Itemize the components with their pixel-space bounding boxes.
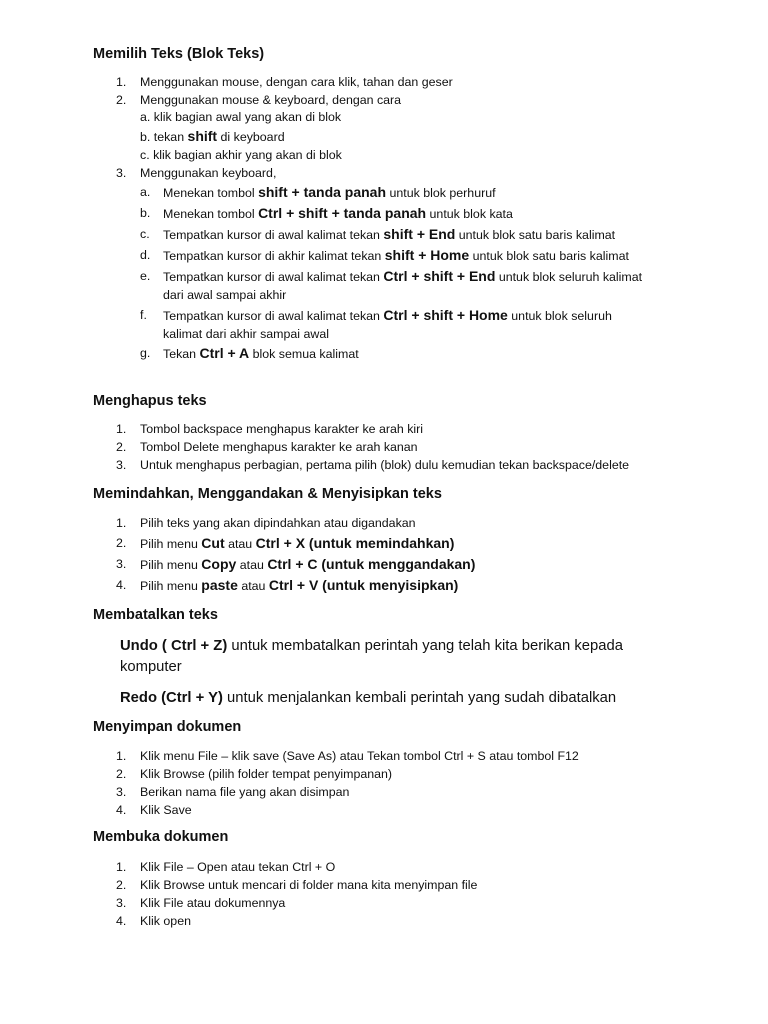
list-number: 2.: [116, 878, 127, 892]
text-run: Tempatkan kursor di awal kalimat tekan: [163, 309, 384, 323]
bold-text: Redo (Ctrl + Y): [120, 690, 223, 706]
text-run: komputer: [120, 659, 182, 675]
text-run: blok semua kalimat: [249, 347, 359, 361]
text-run: untuk blok kata: [426, 207, 513, 221]
list-number: 3.: [116, 458, 127, 472]
list-item: [140, 766, 392, 782]
text-run: Tempatkan kursor di akhir kalimat tekan: [163, 249, 385, 263]
list-item: [140, 439, 418, 455]
list-item: [140, 895, 285, 911]
paragraph-line: [120, 636, 623, 656]
sub-list-item: [140, 109, 341, 125]
section-heading: Menghapus teks: [93, 393, 207, 409]
sub-list-item: [163, 184, 496, 201]
list-number: 3.: [116, 166, 127, 180]
sub-list-item: [140, 147, 342, 163]
sub-list-item: [163, 247, 629, 264]
sub-list-item-continuation: kalimat dari akhir sampai awal: [163, 327, 329, 341]
text-run: Menggunakan keyboard,: [140, 166, 277, 180]
text-run: atau: [236, 558, 268, 572]
paragraph-line: [120, 688, 616, 708]
bold-text: shift + End: [383, 226, 456, 242]
text-run: b. tekan: [140, 130, 188, 144]
list-item: [140, 577, 458, 594]
section-heading: Membuka dokumen: [93, 829, 229, 845]
text-run: Pilih teks yang akan dipindahkan atau digandakan: [140, 516, 416, 530]
sub-list-marker: a.: [140, 185, 151, 199]
text-run: Untuk menghapus perbagian, pertama pilih (blok) dulu kemudian tekan backspace/delete: [140, 458, 630, 472]
sub-list-item: [163, 307, 612, 324]
list-item: [140, 74, 453, 90]
list-number: 2.: [116, 767, 127, 781]
list-number: 3.: [116, 896, 127, 910]
text-run: untuk blok seluruh kalimat: [495, 270, 643, 284]
bold-text: Ctrl + shift + End: [383, 268, 496, 284]
list-number: 3.: [116, 557, 127, 571]
list-item: [140, 421, 423, 437]
sub-list-marker: e.: [140, 269, 151, 283]
sub-list-item: [140, 128, 285, 145]
list-item: [140, 802, 192, 818]
text-run: untuk blok satu baris kalimat: [469, 249, 629, 263]
sub-list-item: [163, 345, 359, 362]
sub-list-marker: g.: [140, 346, 151, 360]
bold-text: Ctrl + X (untuk memindahkan): [255, 535, 455, 551]
text-run: Tekan: [163, 347, 200, 361]
text-run: Tombol Delete menghapus karakter ke arah kanan: [140, 440, 418, 454]
section-heading: Membatalkan teks: [93, 607, 218, 623]
bold-text: Ctrl + A: [199, 345, 250, 361]
list-number: 4.: [116, 914, 127, 928]
text-run: Tempatkan kursor di awal kalimat tekan: [163, 228, 384, 242]
list-item: [140, 457, 629, 473]
list-item: [140, 165, 276, 181]
text-run: Pilih menu: [140, 579, 202, 593]
text-run: Klik Browse (pilih folder tempat penyimpanan): [140, 767, 393, 781]
text-run: Klik open: [140, 914, 191, 928]
list-number: 2.: [116, 536, 127, 550]
list-item: [140, 877, 477, 893]
sub-list-marker: c.: [140, 227, 150, 241]
bold-text: shift + Home: [384, 247, 470, 263]
section-heading: Memilih Teks (Blok Teks): [93, 46, 265, 62]
list-number: 1.: [116, 516, 127, 530]
sub-list-item: [163, 205, 513, 222]
text-run: atau: [237, 579, 269, 593]
list-item: [140, 859, 335, 875]
bold-text: shift + tanda panah: [258, 184, 387, 200]
bold-text: paste: [201, 577, 238, 593]
list-number: 2.: [116, 440, 127, 454]
bold-text: Copy: [201, 556, 237, 572]
text-run: Menggunakan mouse & keyboard, dengan cara: [140, 93, 402, 107]
text-run: a. klik bagian awal yang akan di blok: [140, 110, 342, 124]
sub-list-item: [163, 226, 615, 243]
list-item: [140, 92, 401, 108]
text-run: Klik Save: [140, 803, 192, 817]
text-run: Klik File – Open atau tekan Ctrl + O: [140, 860, 336, 874]
list-item: [140, 515, 416, 531]
text-run: Menekan tombol: [163, 186, 259, 200]
list-number: 1.: [116, 75, 127, 89]
sub-list-item: [163, 268, 642, 285]
list-number: 4.: [116, 803, 127, 817]
text-run: Menekan tombol: [163, 207, 259, 221]
list-number: 2.: [116, 93, 127, 107]
list-number: 1.: [116, 422, 127, 436]
list-item: [140, 913, 191, 929]
section-heading: Memindahkan, Menggandakan & Menyisipkan teks: [93, 486, 442, 502]
sub-list-marker: f.: [140, 308, 147, 322]
text-run: Klik Browse untuk mencari di folder mana kita menyimpan file: [140, 878, 478, 892]
text-run: Menggunakan mouse, dengan cara klik, tahan dan geser: [140, 75, 453, 89]
text-run: Tombol backspace menghapus karakter ke arah kiri: [140, 422, 424, 436]
list-item: [140, 748, 579, 764]
text-run: untuk membatalkan perintah yang telah kita berikan kepada: [227, 638, 623, 654]
text-run: Pilih menu: [140, 537, 202, 551]
text-run: c. klik bagian akhir yang akan di blok: [140, 148, 342, 162]
list-item: [140, 784, 349, 800]
paragraph-line: [120, 657, 182, 677]
text-run: Berikan nama file yang akan disimpan: [140, 785, 350, 799]
list-number: 1.: [116, 860, 127, 874]
text-run: atau: [224, 537, 256, 551]
text-run: Pilih menu: [140, 558, 202, 572]
bold-text: Undo ( Ctrl + Z): [120, 638, 228, 654]
bold-text: Ctrl + C (untuk menggandakan): [267, 556, 476, 572]
text-run: Klik menu File – klik save (Save As) atau Tekan tombol Ctrl + S atau tombol F12: [140, 749, 579, 763]
list-number: 4.: [116, 578, 127, 592]
bold-text: shift: [187, 128, 218, 144]
text-run: Tempatkan kursor di awal kalimat tekan: [163, 270, 384, 284]
bold-text: Cut: [201, 535, 225, 551]
list-item: [140, 556, 475, 573]
sub-list-item-continuation: dari awal sampai akhir: [163, 288, 287, 302]
list-number: 1.: [116, 749, 127, 763]
sub-list-marker: d.: [140, 248, 151, 262]
text-run: untuk blok seluruh: [507, 309, 612, 323]
sub-list-marker: b.: [140, 206, 151, 220]
text-run: Klik File atau dokumennya: [140, 896, 286, 910]
bold-text: Ctrl + V (untuk menyisipkan): [268, 577, 459, 593]
list-item: [140, 535, 454, 552]
text-run: untuk menjalankan kembali perintah yang sudah dibatalkan: [222, 690, 617, 706]
list-number: 3.: [116, 785, 127, 799]
text-run: untuk blok perhuruf: [386, 186, 496, 200]
text-run: di keyboard: [217, 130, 285, 144]
bold-text: Ctrl + shift + tanda panah: [258, 205, 427, 221]
text-run: untuk blok satu baris kalimat: [455, 228, 616, 242]
section-heading: Menyimpan dokumen: [93, 719, 242, 735]
bold-text: Ctrl + shift + Home: [383, 307, 508, 323]
